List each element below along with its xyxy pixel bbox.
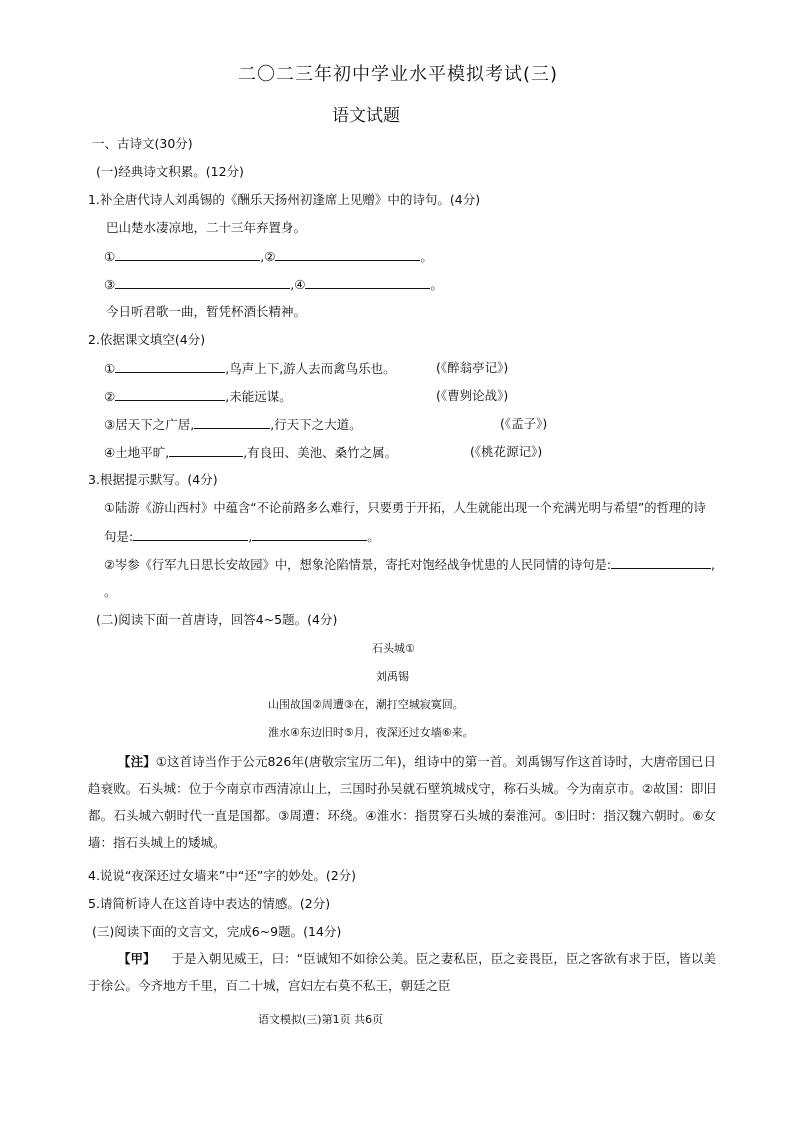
exam-subtitle: 语文试题 — [332, 106, 400, 126]
poem-note — [88, 748, 716, 856]
jia-label: 【甲】 — [118, 951, 156, 966]
marker: ④ — [294, 277, 306, 292]
part2-heading: (二)阅读下面一首唐诗，回答4~5题。(4分) — [96, 612, 338, 627]
q2-source-1: (《醉翁亭记》) — [436, 360, 509, 375]
separator: 。 — [420, 249, 433, 264]
answer-blank[interactable] — [252, 527, 367, 541]
q1-stem: 1.补全唐代诗人刘禹锡的《酬乐天扬州初逢席上见赠》中的诗句。(4分) — [88, 192, 481, 207]
marker: ① — [104, 249, 116, 264]
section-heading: 一、古诗文(30分) — [92, 136, 193, 151]
q3-prompt-1-blanks — [104, 527, 380, 546]
note-text: ①这首诗当作于公元826年(唐敬宗宝历二年)，组诗中的第一首。刘禹锡写作这首诗时，大唐帝国已日趋衰败。石头城：位于今南京市西清凉山上，三国时孙吴就石壁筑城戍守，称石头城。今为南京市。②故国：即旧都。石头城六朝时代一直是国都。③周遭：环绕。④淮水：指贯穿石头城的秦淮河。⑤旧时：指汉魏六朝时。⑥女墙：指石头城上的矮城。 — [88, 754, 716, 850]
q1-given-line: 巴山楚水凄凉地，二十三年弃置身。 — [106, 220, 307, 235]
q3-prompt-1: ①陆游《游山西村》中蕴含“不论前路多么难行，只要勇于开拓，人生就能出现一个充满光明与希望”的哲理的诗 — [104, 501, 706, 515]
poem-line-2: 淮水④东边旧时⑤月，夜深还过女墙⑥来。 — [268, 726, 474, 739]
answer-blank[interactable] — [115, 359, 225, 373]
q2-row-4 — [104, 443, 397, 462]
separator: 。 — [430, 277, 443, 292]
poem-title: 石头城① — [372, 642, 415, 655]
answer-blank[interactable] — [194, 415, 270, 429]
part1-heading: (一)经典诗文积累。(12分) — [96, 164, 244, 179]
marker: ③ — [104, 277, 116, 292]
marker: ① — [104, 361, 116, 376]
separator: , — [260, 249, 265, 264]
q2-stem: 2.依据课文填空(4分) — [88, 332, 206, 347]
q3-prompt-2 — [104, 555, 715, 574]
answer-blank[interactable] — [611, 555, 711, 569]
answer-blank[interactable] — [275, 247, 420, 261]
marker: ② — [264, 249, 276, 264]
poem-author: 刘禹锡 — [376, 670, 409, 683]
q2-row-text: ,行天下之大道。 — [270, 417, 362, 432]
jia-text: 于是入朝见威王，曰：“臣诚知不如徐公美。臣之妻私臣，臣之妾畏臣，臣之客欲有求于臣，皆以美于徐公。今齐地方千里，百二十城，宫妇左右莫不私王，朝廷之臣 — [88, 951, 716, 993]
q2-source-3: (《孟子》) — [500, 416, 548, 431]
poem-line-1: 山围故国②周遭③在，潮打空城寂寞回。 — [268, 698, 464, 711]
answer-blank[interactable] — [169, 443, 243, 457]
separator: , — [711, 558, 715, 572]
q2-row-2 — [104, 387, 292, 406]
q2-row-text: ④土地平旷, — [104, 445, 170, 460]
q5-stem: 5.请简析诗人在这首诗中表达的情感。(2分) — [88, 896, 331, 911]
note-label: 【注】 — [118, 754, 156, 769]
q3-stem: 3.根据提示默写。(4分) — [88, 472, 218, 487]
q2-row-text: ③居天下之广居, — [104, 417, 195, 432]
q2-row-text: ,鸟声上下,游人去而禽鸟乐也。 — [225, 361, 396, 376]
separator: , — [290, 277, 295, 292]
answer-blank[interactable] — [115, 387, 225, 401]
marker: ② — [104, 389, 116, 404]
q3-prefix: 句是: — [104, 529, 134, 544]
q2-row-1 — [104, 359, 396, 378]
q2-row-3 — [104, 415, 362, 434]
q2-source-4: (《桃花源记》) — [470, 444, 543, 459]
q1-blank-row-2 — [104, 275, 443, 294]
exam-title: 二〇二三年初中学业水平模拟考试(三) — [238, 64, 559, 85]
q2-row-text: ,有良田、美池、桑竹之属。 — [243, 445, 398, 460]
q4-stem: 4.说说“夜深还过女墙来”中“还”字的妙处。(2分) — [88, 868, 357, 883]
q1-given-last-line: 今日听君歌一曲，暂凭杯酒长精神。 — [106, 304, 307, 319]
q2-row-text: ,未能远谋。 — [225, 389, 292, 404]
q3-prompt-2-end: 。 — [104, 584, 117, 599]
separator: , — [248, 529, 253, 544]
page-footer: 语文模拟(三)第1页 共6页 — [258, 1013, 384, 1026]
classical-passage-jia — [88, 945, 716, 999]
part3-heading: (三)阅读下面的文言文，完成6~9题。(14分) — [92, 924, 342, 939]
answer-blank[interactable] — [133, 527, 248, 541]
q3-prompt-2-text: ②岑参《行军九日思长安故园》中，想象沦陷情景，寄托对饱经战争忧患的人民同情的诗句是: — [104, 558, 612, 572]
separator: 。 — [367, 529, 380, 544]
answer-blank[interactable] — [305, 275, 430, 289]
answer-blank[interactable] — [115, 275, 290, 289]
answer-blank[interactable] — [115, 247, 260, 261]
q2-source-2: (《曹刿论战》) — [436, 388, 509, 403]
q1-blank-row-1 — [104, 247, 433, 266]
